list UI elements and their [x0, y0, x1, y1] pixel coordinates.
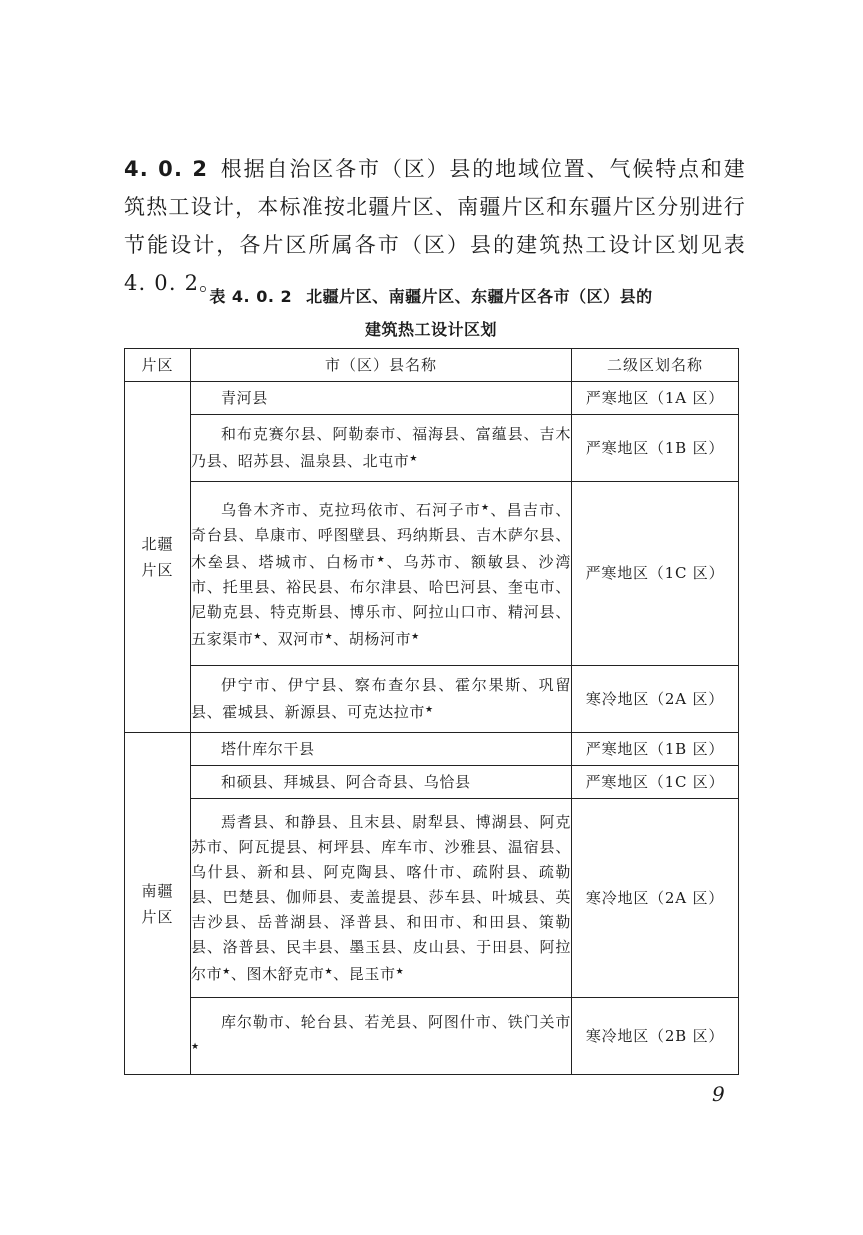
county-names: 和布克赛尔县、阿勒泰市、福海县、富蕴县、吉木乃县、昭苏县、温泉县、北屯市★ [191, 415, 572, 482]
intro-text: 根据自治区各市（区）县的地域位置、气候特点和建筑热工设计，本标准按北疆片区、南疆片区和东疆片区分别进行节能设计，各片区所属各市（区）县的建筑热工设计区划见表 4. 0. 2。 [124, 157, 746, 295]
star-marker: ★ [253, 631, 263, 642]
header-names: 市（区）县名称 [191, 349, 572, 382]
star-marker: ★ [222, 966, 231, 977]
zone-name: 严寒地区（1B 区） [572, 733, 739, 766]
zone-name: 严寒地区（1C 区） [572, 766, 739, 799]
table-title-line1: 北疆片区、南疆片区、东疆片区各市（区）县的 [306, 287, 653, 306]
table-caption-line1 [124, 284, 738, 307]
star-marker: ★ [409, 454, 419, 464]
region-north-label: 北疆 片区 [141, 535, 174, 579]
star-marker: ★ [395, 966, 405, 977]
table-row [125, 733, 739, 766]
page-number: 9 [712, 1082, 725, 1106]
region-south-cell [125, 733, 191, 1075]
table-number: 表 4. 0. 2 [209, 287, 293, 306]
header-zone: 二级区划名称 [572, 349, 739, 382]
table-row [125, 766, 739, 799]
county-names: 和硕县、拜城县、阿合奇县、乌恰县 [191, 766, 572, 799]
table-header-row [125, 349, 739, 382]
intro-paragraph [124, 150, 746, 302]
zone-name: 严寒地区（1A 区） [572, 382, 739, 415]
table-caption-line2: 建筑热工设计区划 [364, 320, 497, 339]
zone-name: 寒冷地区（2B 区） [572, 998, 739, 1075]
county-names: 青河县 [191, 382, 572, 415]
star-marker: ★ [411, 631, 420, 642]
region-south-label: 南疆 片区 [141, 881, 174, 926]
star-marker: ★ [324, 631, 334, 642]
region-north-cell [125, 382, 191, 733]
table-row [125, 998, 739, 1075]
clause-number: 4. 0. 2 [124, 157, 209, 181]
table-row [125, 666, 739, 733]
table-row [125, 382, 739, 415]
star-marker: ★ [191, 1042, 200, 1052]
zone-name: 严寒地区（1C 区） [572, 482, 739, 666]
star-marker: ★ [324, 966, 334, 977]
climate-zone-table [124, 348, 739, 1075]
table-row [125, 415, 739, 482]
header-region: 片区 [125, 349, 191, 382]
table-row [125, 799, 739, 998]
star-marker: ★ [425, 705, 434, 715]
zone-name: 严寒地区（1B 区） [572, 415, 739, 482]
county-names: 焉耆县、和静县、且末县、尉犁县、博湖县、阿克苏市、阿瓦提县、柯坪县、库车市、沙雅县、温宿县、乌什县、新和县、阿克陶县、喀什市、疏附县、疏勒县、巴楚县、伽师县、麦盖提县、莎车县、叶城县、英吉沙县、岳普湖县、泽普县、和田市、和田县、策勒县、洛普县、民丰县、墨玉县、皮山县、于田县、阿拉尔市★、图木舒克市★、昆玉市★ [191, 799, 572, 998]
star-marker: ★ [481, 502, 491, 513]
zone-name: 寒冷地区（2A 区） [572, 799, 739, 998]
county-names: 塔什库尔干县 [191, 733, 572, 766]
table-row [125, 482, 739, 666]
star-marker: ★ [376, 554, 387, 565]
county-names: 伊宁市、伊宁县、察布查尔县、霍尔果斯、巩留县、霍城县、新源县、可克达拉市★ [191, 666, 572, 733]
zone-name: 寒冷地区（2A 区） [572, 666, 739, 733]
county-names: 乌鲁木齐市、克拉玛依市、石河子市★、昌吉市、奇台县、阜康市、呼图壁县、玛纳斯县、吉木萨尔县、木垒县、塔城市、白杨市★、乌苏市、额敏县、沙湾市、托里县、裕民县、布尔津县、哈巴河县、奎屯市、尼勒克县、特克斯县、博乐市、阿拉山口市、精河县、五家渠市★、双河市★、胡杨河市★ [191, 482, 572, 666]
county-names: 库尔勒市、轮台县、若羌县、阿图什市、铁门关市★ [191, 998, 572, 1075]
